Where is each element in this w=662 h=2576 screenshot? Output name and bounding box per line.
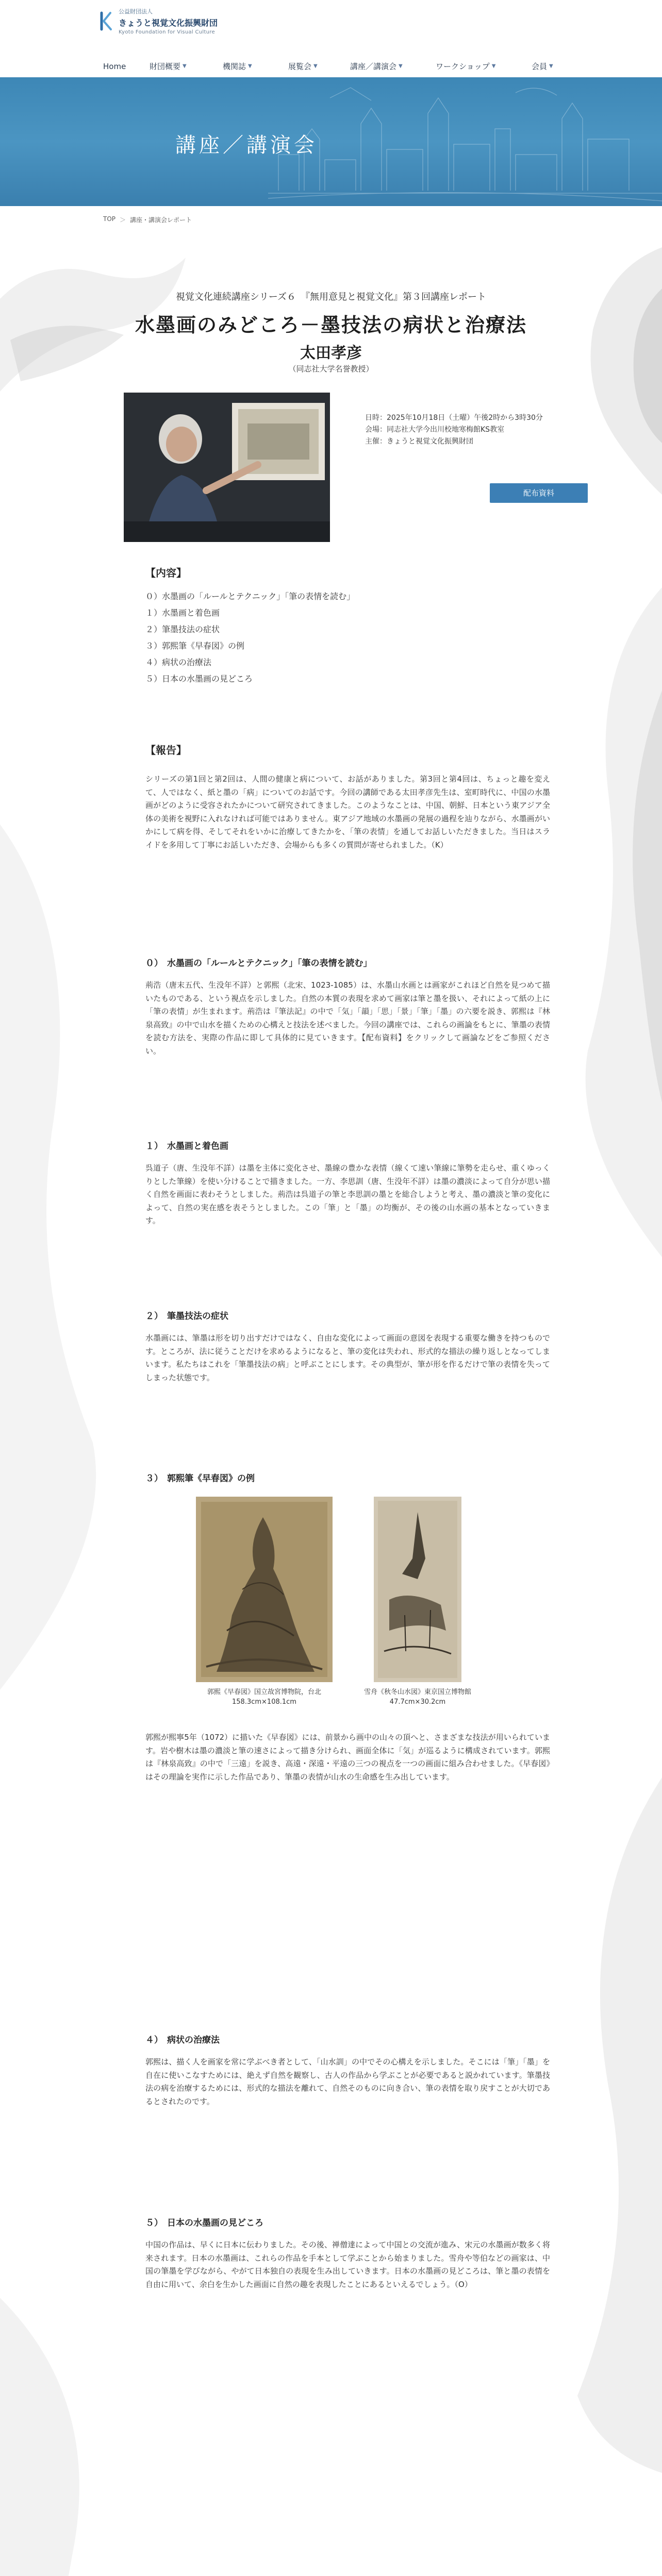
hero-title: 講座／講演会 — [175, 133, 318, 157]
logo-k-icon — [99, 11, 113, 31]
section-heading-3 — [145, 1471, 255, 1484]
org-kind: 公益財団法人 — [119, 8, 153, 15]
event-info — [365, 412, 543, 448]
section-title: 病状の治療法 — [167, 2035, 220, 2045]
nav-journal[interactable]: 機関誌 ▼ — [223, 62, 252, 71]
section-number: ０） — [145, 958, 163, 969]
section-number: ３） — [145, 1473, 163, 1484]
ink-wash-decoration — [0, 773, 155, 1700]
figure-size: 47.7cm×30.2cm — [389, 1698, 446, 1706]
lecture-title: 水墨画のみどころ－墨技法の病状と治療法 — [135, 313, 527, 336]
figure-size: 158.3cm×108.1cm — [232, 1698, 296, 1706]
section-body-5: 中国の作品は、早くに日本に伝わりました。その後、禅僧達によって中国との交流が進み、宋元の水墨画が数多く将来されます。日本の水墨画は、これらの作品を手本として学ぶことから始まりました。雪舟や等伯などの画家は、中国の筆墨を学びながら、やがて日本独自の表現を生み出していきます。日本の水墨画の見どころは、筆と墨の表情を自由に用いて、余白を生かした画面に自然の趣を表現したことにあるといえるでしょう。（O） — [145, 2240, 550, 2289]
breadcrumb — [103, 215, 192, 224]
hero-banner — [0, 77, 662, 206]
global-nav — [103, 61, 573, 72]
speaker-name: 太田孝彦 — [300, 344, 362, 362]
figure-caption-2 — [351, 1687, 485, 1707]
ink-wash-decoration — [516, 587, 662, 1257]
figure-title: 雪舟《秋冬山水図》東京国立博物館 — [363, 1688, 471, 1696]
figure-caption-1 — [175, 1687, 353, 1707]
nav-foundation[interactable]: 財団概要 ▼ — [150, 62, 187, 71]
speaker-affiliation: （同志社大学名誉教授） — [288, 364, 374, 374]
section-number: ５） — [145, 2218, 163, 2228]
event-venue: 会場：同志社大学今出川校地寒梅館KS教室 — [365, 426, 505, 434]
handout-button[interactable]: 配布資料 — [490, 483, 588, 503]
section-title: 日本の水墨画の見どころ — [167, 2218, 263, 2228]
org-name-en: Kyoto Foundation for Visual Culture — [119, 29, 215, 35]
city-sketch-illustration — [268, 77, 662, 206]
chevron-down-icon: ▼ — [549, 63, 553, 69]
section-body-2: 水墨画には、筆墨は形を切り出すだけではなく、自由な変化によって画面の意図を表現する重要な働きを持つものです。ところが、法に従うことだけを求めるようになると、筆の変化は失われ、形式的な描法の繰り返しとなってしまいます。私たちはこれを「筆墨技法の病」と呼ぶことにします。その典型が、筆が形を作るだけで筆の表情を失ってしまった状態です。 — [145, 1333, 550, 1382]
toc-item[interactable]: ５）日本の水墨画の見どころ — [145, 674, 253, 684]
chevron-down-icon: ▼ — [399, 63, 403, 69]
nav-lectures[interactable]: 講座／講演会 ▼ — [350, 62, 403, 71]
toc-item[interactable]: ０）水墨画の「ルールとテクニック」「筆の表情を読む」 — [145, 591, 355, 601]
chevron-down-icon: ▼ — [313, 63, 318, 69]
section-heading-5 — [145, 2215, 263, 2228]
nav-workshop[interactable]: ワークショップ ▼ — [436, 62, 496, 71]
event-organizer: 主催：きょうと視覚文化振興財団 — [365, 437, 473, 446]
org-name: きょうと視覚文化振興財団 — [119, 18, 218, 28]
toc-item[interactable]: ３）郭熙筆《早春図》の例 — [145, 641, 245, 651]
toc-heading: 【内容】 — [145, 567, 187, 579]
section-body-0: 荊浩（唐末五代、生没年不詳）と郭熙（北宋、1023-1085）は、水墨山水画とは画家がこれほど自然を見つめて描いたものである、という視点を示しました。自然の本質の表現を求めて画家は筆と墨を扱い、それによって紙の上に「筆の表情」が生まれます。荊浩は『筆法記』の中で「気」「韻」「思」「景」「筆」「墨」の六要を説き、郭熙は『林泉高致』の中で山水を描くための心構えと技法を述べました。今回の講座では、これらの画論をもとに、筆墨の表情を読む方法を、実際の作品に即して具体的に見ていきます。【配布資料】をクリックして画論などをご参照ください。 — [145, 980, 550, 1056]
lecture-photo — [124, 393, 330, 542]
chevron-down-icon: ▼ — [491, 63, 496, 69]
section-body-1: 呉道子（唐、生没年不詳）は墨を主体に変化させ、墨線の豊かな表情（線くて速い筆線に筆勢を走らせ、重くゆっくりとした筆線）を使い分けることで描きました。一方、李思訓（唐、生没年不詳）は墨の濃淡によって自分が思い描く自然を画面に表わそうとしました。荊浩は呉道子の筆と李思訓の墨とを総合しようと考え、墨の濃淡と筆の変化によって、自然の実在感を表そうとしました。この「筆」と「墨」の均衡が、その後の山水画の基本となっていきます。 — [145, 1163, 550, 1225]
event-date: 日時：2025年10月18日（土曜）午後2時から3時30分 — [365, 414, 543, 422]
breadcrumb-current: 講座・講演会レポート — [130, 216, 192, 224]
section-heading-4 — [145, 2032, 220, 2045]
section-title: 水墨画の「ルールとテクニック」「筆の表情を読む」 — [167, 958, 372, 969]
section-title: 筆墨技法の症状 — [167, 1311, 228, 1321]
section-number: １） — [145, 1141, 163, 1151]
section-body-4: 郭熙は、描く人を画家を常に学ぶべき者として、「山水訓」の中でその心構えを示しました。そこには「筆」「墨」を自在に使いこなすためには、絶えず自然を観察し、古人の作品から学ぶことが必要であると説かれています。筆墨技法の病を治療するためには、形式的な描法を離れて、自然そのものに向き合い、筆の表情を取り戻すことが大切であるとされたのです。 — [145, 2057, 550, 2106]
section-number: ２） — [145, 1311, 163, 1321]
report-intro: シリーズの第1回と第2回は、人間の健康と病について、お話がありました。第3回と第4回は、ちょっと趣を変えて、人ではなく、紙と墨の「病」についてのお話です。今回の講師である太田孝彦先生は、室町時代に、中国の水墨画がどのように受容されたかについて研究されてきました。このようなことは、中国、朝鮮、日本という東アジア全体の美術を視野に入れなければ可能ではありません。東アジア地域の水墨画の発展の過程を辿りながら、水墨画がいかにして病を得、そしてそれをいかに治療してきたかを、「筆の表情」を通してお話しいただきました。当日はスライドを多用して丁寧にお話しいただき、会場からも多くの質問が寄せられました。（K） — [145, 774, 550, 850]
toc-item[interactable]: ２）筆墨技法の症状 — [145, 624, 220, 634]
ink-wash-decoration — [0, 2267, 165, 2576]
section-heading-1 — [145, 1139, 228, 1151]
figure-title: 郭熙《早春図》国立故宮博物院，台北 — [207, 1688, 321, 1696]
site-header — [0, 0, 662, 77]
nav-members[interactable]: 会員 ▼ — [532, 62, 553, 71]
site-logo[interactable] — [99, 7, 218, 35]
toc-item[interactable]: １）水墨画と着色画 — [145, 608, 220, 618]
section-title: 郭熙筆《早春図》の例 — [167, 1473, 255, 1484]
breadcrumb-top[interactable]: TOP — [103, 215, 116, 223]
painting-sesshu-landscape — [374, 1497, 461, 1682]
report-heading: 【報告】 — [145, 744, 187, 756]
section-heading-0 — [145, 956, 372, 969]
section-body-3: 郭熙が熙寧5年（1072）に描いた《早春図》には、前景から画中の山々の頂へと、さまざまな技法が用いられています。岩や樹木は墨の濃淡と筆の速さによって描き分けられ、画面全体に「気」が巡るように構成されています。郭熙は『林泉高致』の中で「三遠」を説き、高遠・深遠・平遠の三つの視点を一つの画面に組み合わせました。《早春図》はその理論を実作に示した作品であり、筆墨の表情が山水の生命感を生み出しています。 — [145, 1733, 550, 1782]
chevron-right-icon: ＞ — [120, 216, 126, 224]
series-label: 視覚文化連続講座シリーズ６ 『無用意見と視覚文化』第３回講座レポート — [175, 292, 487, 302]
nav-home[interactable]: Home — [103, 61, 126, 71]
nav-exhibition[interactable]: 展覧会 ▼ — [288, 62, 318, 71]
ink-wash-decoration — [495, 1752, 662, 2473]
painting-early-spring — [196, 1497, 333, 1682]
section-title: 水墨画と着色画 — [167, 1141, 228, 1151]
chevron-down-icon: ▼ — [183, 63, 187, 69]
chevron-down-icon: ▼ — [248, 63, 252, 69]
toc-item[interactable]: ４）病状の治療法 — [145, 657, 212, 667]
section-heading-2 — [145, 1309, 228, 1321]
section-number: ４） — [145, 2035, 163, 2045]
toc-list — [145, 588, 355, 687]
